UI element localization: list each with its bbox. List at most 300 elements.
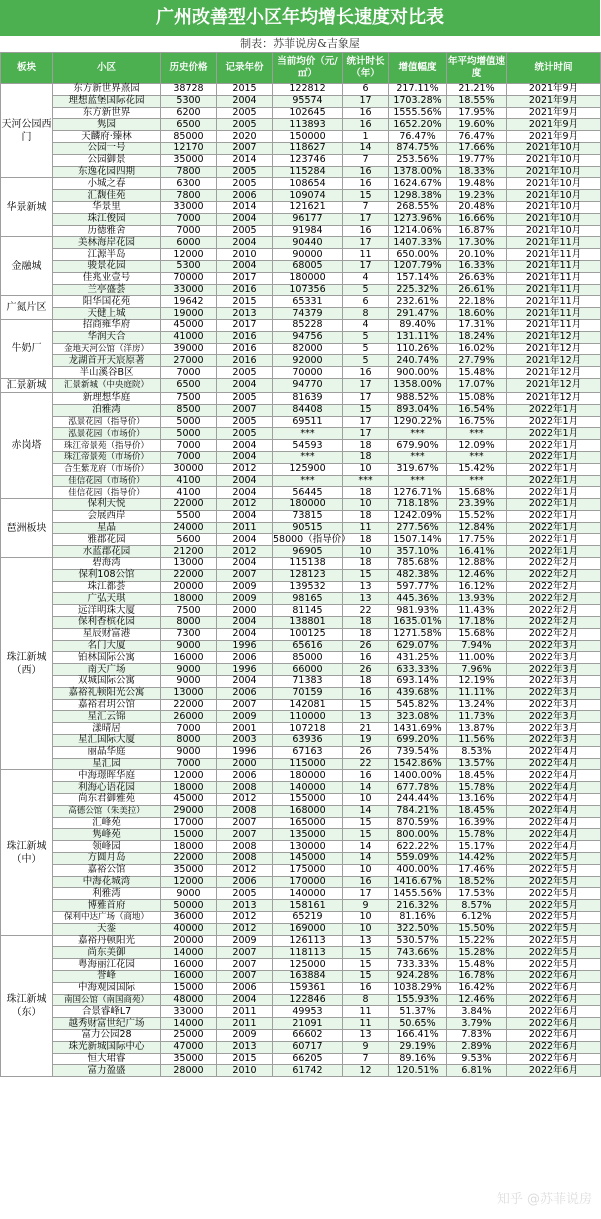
community-name-cell: 中海花城湾 [53, 876, 161, 888]
annual-growth-cell: 17.46% [447, 864, 507, 876]
record-year-cell: 2005 [217, 367, 273, 379]
current-price-cell: 158161 [273, 900, 343, 912]
history-price-cell: 9000 [161, 676, 217, 688]
record-year-cell: 2000 [217, 605, 273, 617]
stat-time-cell: 2021年10月 [507, 142, 601, 154]
table-row [1, 522, 601, 534]
history-price-cell: 5600 [161, 534, 217, 546]
record-year-cell: 2012 [217, 463, 273, 475]
stat-time-cell: 2022年1月 [507, 510, 601, 522]
community-name-cell: 会展西岸 [53, 510, 161, 522]
duration-cell: 5 [343, 284, 389, 296]
history-price-cell: 47000 [161, 1041, 217, 1053]
community-name-cell: 利海心语花园 [53, 782, 161, 794]
history-price-cell: 50000 [161, 900, 217, 912]
history-price-cell: 7000 [161, 440, 217, 452]
stat-time-cell: 2022年5月 [507, 853, 601, 865]
table-row [1, 119, 601, 131]
increase-rate-cell: 482.38% [389, 569, 447, 581]
current-price-cell: *** [273, 428, 343, 440]
annual-growth-cell: 15.68% [447, 628, 507, 640]
community-name-cell: 保利中达广场（商地） [53, 911, 161, 923]
increase-rate-cell: 1400.00% [389, 770, 447, 782]
history-price-cell: 4100 [161, 475, 217, 487]
stat-time-cell: 2022年6月 [507, 1053, 601, 1065]
community-name-cell: 恒大珺睿 [53, 1053, 161, 1065]
annual-growth-cell: 8.53% [447, 746, 507, 758]
record-year-cell: 2010 [217, 249, 273, 261]
record-year-cell: 2005 [217, 119, 273, 131]
increase-rate-cell: 120.51% [389, 1065, 447, 1077]
table-row [1, 272, 601, 284]
annual-growth-cell: 15.68% [447, 487, 507, 499]
community-name-cell: 兰亭盛荟 [53, 284, 161, 296]
annual-growth-cell: 16.39% [447, 817, 507, 829]
history-price-cell: 48000 [161, 994, 217, 1006]
community-name-cell: 佳信花园（市场价） [53, 475, 161, 487]
history-price-cell: 18000 [161, 593, 217, 605]
annual-growth-cell: 14.42% [447, 853, 507, 865]
duration-cell: 15 [343, 569, 389, 581]
duration-cell: 1 [343, 131, 389, 143]
stat-time-cell: 2022年2月 [507, 581, 601, 593]
annual-growth-cell: 11.11% [447, 687, 507, 699]
history-price-cell: 24000 [161, 522, 217, 534]
increase-rate-cell: 893.04% [389, 404, 447, 416]
increase-rate-cell: 1298.38% [389, 190, 447, 202]
stat-time-cell: 2022年3月 [507, 687, 601, 699]
current-price-cell: 145000 [273, 853, 343, 865]
current-price-cell: 70000 [273, 367, 343, 379]
increase-rate-cell: 988.52% [389, 392, 447, 404]
duration-cell: 14 [343, 142, 389, 154]
current-price-cell: 115284 [273, 166, 343, 178]
table-row [1, 970, 601, 982]
block-cell: 珠江新城（中） [1, 770, 53, 935]
table-row [1, 201, 601, 213]
record-year-cell: 2009 [217, 593, 273, 605]
community-name-cell: 美林海岸花园 [53, 237, 161, 249]
increase-rate-cell: 277.56% [389, 522, 447, 534]
table-row [1, 343, 601, 355]
annual-growth-cell: 16.75% [447, 416, 507, 428]
annual-growth-cell: *** [447, 428, 507, 440]
community-name-cell: 合景睿峰L7 [53, 1006, 161, 1018]
increase-rate-cell: 597.77% [389, 581, 447, 593]
table-row [1, 487, 601, 499]
history-price-cell: 8000 [161, 617, 217, 629]
table-row [1, 367, 601, 379]
community-name-cell: 新理想华庭 [53, 392, 161, 404]
history-price-cell: 33000 [161, 1006, 217, 1018]
duration-cell: 4 [343, 319, 389, 331]
stat-time-cell: 2021年10月 [507, 201, 601, 213]
current-price-cell: 108654 [273, 178, 343, 190]
increase-rate-cell: 1624.67% [389, 178, 447, 190]
block-cell: 金融城 [1, 237, 53, 296]
table-row [1, 770, 601, 782]
community-name-cell: 天健上城 [53, 308, 161, 320]
history-price-cell: 19000 [161, 308, 217, 320]
record-year-cell: 2009 [217, 711, 273, 723]
record-year-cell: 2004 [217, 440, 273, 452]
annual-growth-cell: 12.19% [447, 676, 507, 688]
record-year-cell: 2005 [217, 888, 273, 900]
stat-time-cell: 2022年4月 [507, 841, 601, 853]
history-price-cell: 17000 [161, 817, 217, 829]
history-price-cell: 9000 [161, 746, 217, 758]
community-name-cell: 骏景花园 [53, 260, 161, 272]
annual-growth-cell: 27.79% [447, 355, 507, 367]
column-header: 统计时间 [507, 53, 601, 84]
current-price-cell: 66000 [273, 664, 343, 676]
community-name-cell: 雅郡花园 [53, 534, 161, 546]
annual-growth-cell: 17.75% [447, 534, 507, 546]
community-name-cell: 汇峰苑 [53, 817, 161, 829]
community-name-cell: 江源半岛 [53, 249, 161, 261]
annual-growth-cell: 16.78% [447, 970, 507, 982]
community-name-cell: 嘉裕君玥公馆 [53, 699, 161, 711]
record-year-cell: 2004 [217, 617, 273, 629]
record-year-cell: 2004 [217, 534, 273, 546]
history-price-cell: 45000 [161, 794, 217, 806]
increase-rate-cell: 155.93% [389, 994, 447, 1006]
record-year-cell: 2015 [217, 84, 273, 96]
table-row [1, 1006, 601, 1018]
duration-cell: 18 [343, 451, 389, 463]
stat-time-cell: 2022年4月 [507, 770, 601, 782]
current-price-cell: 73815 [273, 510, 343, 522]
block-cell: 牛奶厂 [1, 319, 53, 378]
duration-cell: 16 [343, 367, 389, 379]
duration-cell: 17 [343, 95, 389, 107]
stat-time-cell: 2021年10月 [507, 154, 601, 166]
community-name-cell: 金地天河公馆（洋房） [53, 343, 161, 355]
annual-growth-cell: 16.66% [447, 213, 507, 225]
table-row [1, 593, 601, 605]
history-price-cell: 35000 [161, 154, 217, 166]
stat-time-cell: 2021年11月 [507, 237, 601, 249]
duration-cell: 15 [343, 190, 389, 202]
current-price-cell: 74379 [273, 308, 343, 320]
annual-growth-cell: 13.87% [447, 723, 507, 735]
stat-time-cell: 2022年3月 [507, 640, 601, 652]
duration-cell: 16 [343, 652, 389, 664]
history-price-cell: 41000 [161, 331, 217, 343]
history-price-cell: 16000 [161, 959, 217, 971]
duration-cell: 8 [343, 308, 389, 320]
annual-growth-cell: 15.50% [447, 923, 507, 935]
sheet-title: 广州改善型小区年均增长速度对比表 [0, 0, 600, 36]
duration-cell: 8 [343, 994, 389, 1006]
stat-time-cell: 2022年2月 [507, 593, 601, 605]
current-price-cell: 138801 [273, 617, 343, 629]
duration-cell: 7 [343, 201, 389, 213]
annual-growth-cell: 15.78% [447, 782, 507, 794]
annual-growth-cell: 15.42% [447, 463, 507, 475]
stat-time-cell: 2021年11月 [507, 308, 601, 320]
record-year-cell: 2008 [217, 841, 273, 853]
community-name-cell: 双城国际公寓 [53, 676, 161, 688]
increase-rate-cell: 89.16% [389, 1053, 447, 1065]
current-price-cell: 65331 [273, 296, 343, 308]
duration-cell: 17 [343, 416, 389, 428]
community-name-cell: 富力公园28 [53, 1029, 161, 1041]
duration-cell: 18 [343, 440, 389, 452]
block-cell: 赤岗塔 [1, 392, 53, 498]
record-year-cell: 2006 [217, 687, 273, 699]
annual-growth-cell: 17.31% [447, 319, 507, 331]
stat-time-cell: 2021年10月 [507, 225, 601, 237]
current-price-cell: 95574 [273, 95, 343, 107]
history-price-cell: 5500 [161, 510, 217, 522]
table-row [1, 994, 601, 1006]
duration-cell: 18 [343, 676, 389, 688]
duration-cell: 7 [343, 154, 389, 166]
current-price-cell: 94756 [273, 331, 343, 343]
increase-rate-cell: 89.40% [389, 319, 447, 331]
community-name-cell: 高德公馆（朱美拉） [53, 805, 161, 817]
community-name-cell: 佳兆业壹号 [53, 272, 161, 284]
current-price-cell: 65616 [273, 640, 343, 652]
table-row [1, 546, 601, 558]
current-price-cell: 58000（指导价） [273, 533, 351, 545]
stat-time-cell: 2022年1月 [507, 404, 601, 416]
table-row [1, 1029, 601, 1041]
record-year-cell: 2010 [217, 1065, 273, 1077]
community-name-cell: 星汇云锦 [53, 711, 161, 723]
history-price-cell: 12000 [161, 770, 217, 782]
table-header [1, 53, 601, 84]
annual-growth-cell: 15.28% [447, 947, 507, 959]
record-year-cell: 2008 [217, 805, 273, 817]
increase-rate-cell: 51.37% [389, 1006, 447, 1018]
history-price-cell: 70000 [161, 272, 217, 284]
increase-rate-cell: 217.11% [389, 84, 447, 96]
record-year-cell: 2020 [217, 131, 273, 143]
record-year-cell: 2007 [217, 970, 273, 982]
community-name-cell: 华景里 [53, 201, 161, 213]
duration-cell: 15 [343, 829, 389, 841]
annual-growth-cell: 15.48% [447, 959, 507, 971]
stat-time-cell: 2022年5月 [507, 911, 601, 923]
block-cell: 汇景新城 [1, 378, 53, 392]
record-year-cell: 2013 [217, 308, 273, 320]
history-price-cell: 6500 [161, 119, 217, 131]
increase-rate-cell: 322.50% [389, 923, 447, 935]
community-name-cell: 水蓝郡花园 [53, 546, 161, 558]
table-row [1, 569, 601, 581]
community-name-cell: 保利108公馆 [53, 569, 161, 581]
community-name-cell: 保利香槟花园 [53, 617, 161, 629]
increase-rate-cell: 733.33% [389, 959, 447, 971]
community-name-cell: 名门大厦 [53, 640, 161, 652]
record-year-cell: 2007 [217, 959, 273, 971]
current-price-cell: 125900 [273, 463, 343, 475]
stat-time-cell: 2022年5月 [507, 959, 601, 971]
community-name-cell: 龙湖首开天宸原著 [53, 355, 161, 367]
history-price-cell: 7800 [161, 166, 217, 178]
table-row [1, 947, 601, 959]
current-price-cell: 159361 [273, 982, 343, 994]
stat-time-cell: 2022年3月 [507, 652, 601, 664]
table-row [1, 829, 601, 841]
community-name-cell: 珠江都荟 [53, 581, 161, 593]
annual-growth-cell: 12.46% [447, 569, 507, 581]
current-price-cell: 67163 [273, 746, 343, 758]
increase-rate-cell: 357.10% [389, 546, 447, 558]
increase-rate-cell: 924.28% [389, 970, 447, 982]
increase-rate-cell: 253.56% [389, 154, 447, 166]
annual-growth-cell: 6.12% [447, 911, 507, 923]
duration-cell: 17 [343, 260, 389, 272]
stat-time-cell: 2022年6月 [507, 1006, 601, 1018]
history-price-cell: 7000 [161, 451, 217, 463]
table-row [1, 699, 601, 711]
stat-time-cell: 2022年5月 [507, 888, 601, 900]
community-name-cell: 越秀财富世纪广场 [53, 1018, 161, 1030]
record-year-cell: 2005 [217, 225, 273, 237]
increase-rate-cell: 1038.29% [389, 982, 447, 994]
duration-cell: *** [343, 475, 389, 487]
stat-time-cell: 2022年6月 [507, 1029, 601, 1041]
table-row [1, 652, 601, 664]
duration-cell: 16 [343, 178, 389, 190]
table-row [1, 687, 601, 699]
duration-cell: 18 [343, 617, 389, 629]
stat-time-cell: 2022年3月 [507, 699, 601, 711]
community-name-cell: 汇景新城（中央庭院） [53, 378, 161, 392]
stat-time-cell: 2022年5月 [507, 923, 601, 935]
current-price-cell: 66602 [273, 1029, 343, 1041]
duration-cell: 6 [343, 84, 389, 96]
record-year-cell: 2013 [217, 1041, 273, 1053]
increase-rate-cell: 622.22% [389, 841, 447, 853]
record-year-cell: 2008 [217, 853, 273, 865]
increase-rate-cell: 1507.14% [389, 534, 447, 546]
current-price-cell: 96177 [273, 213, 343, 225]
duration-cell: 17 [343, 213, 389, 225]
increase-rate-cell: 439.68% [389, 687, 447, 699]
table-row [1, 617, 601, 629]
record-year-cell: 2009 [217, 1029, 273, 1041]
table-row [1, 319, 601, 331]
record-year-cell: 2012 [217, 546, 273, 558]
duration-cell: 15 [343, 404, 389, 416]
stat-time-cell: 2022年1月 [507, 487, 601, 499]
history-price-cell: 20000 [161, 935, 217, 947]
community-name-cell: 嘉裕公馆 [53, 864, 161, 876]
table-row [1, 841, 601, 853]
annual-growth-cell: 18.52% [447, 876, 507, 888]
history-price-cell: 85000 [161, 131, 217, 143]
current-price-cell: 169000 [273, 923, 343, 935]
increase-rate-cell: 431.25% [389, 652, 447, 664]
duration-cell: 10 [343, 463, 389, 475]
duration-cell: 26 [343, 746, 389, 758]
current-price-cell: 113893 [273, 119, 343, 131]
community-name-cell: 南国公馆（南国商苑） [53, 994, 161, 1006]
record-year-cell: 2005 [217, 107, 273, 119]
increase-rate-cell: 699.20% [389, 735, 447, 747]
annual-growth-cell: 76.47% [447, 131, 507, 143]
duration-cell: 13 [343, 1029, 389, 1041]
history-price-cell: 9000 [161, 888, 217, 900]
record-year-cell: 2007 [217, 142, 273, 154]
stat-time-cell: 2022年3月 [507, 735, 601, 747]
current-price-cell: 70159 [273, 687, 343, 699]
record-year-cell: 2004 [217, 676, 273, 688]
table-row [1, 416, 601, 428]
increase-rate-cell: 445.36% [389, 593, 447, 605]
stat-time-cell: 2022年4月 [507, 758, 601, 770]
community-name-cell: 半山溪谷B区 [53, 367, 161, 379]
duration-cell: 10 [343, 546, 389, 558]
history-price-cell: 6200 [161, 107, 217, 119]
history-price-cell: 21200 [161, 546, 217, 558]
duration-cell: 14 [343, 782, 389, 794]
increase-rate-cell: 1555.56% [389, 107, 447, 119]
duration-cell: 26 [343, 640, 389, 652]
duration-cell: 15 [343, 959, 389, 971]
community-name-cell: 远洋明珠大厦 [53, 605, 161, 617]
record-year-cell: 2017 [217, 319, 273, 331]
increase-rate-cell: 166.41% [389, 1029, 447, 1041]
stat-time-cell: 2021年12月 [507, 378, 601, 392]
increase-rate-cell: 76.47% [389, 131, 447, 143]
history-price-cell: 45000 [161, 319, 217, 331]
current-price-cell: 150000 [273, 131, 343, 143]
community-name-cell: 历德雅舍 [53, 225, 161, 237]
current-price-cell: 125000 [273, 959, 343, 971]
annual-growth-cell: 13.57% [447, 758, 507, 770]
record-year-cell: 2005 [217, 392, 273, 404]
increase-rate-cell: 157.14% [389, 272, 447, 284]
table-row [1, 923, 601, 935]
record-year-cell: 2011 [217, 1006, 273, 1018]
duration-cell: 16 [343, 770, 389, 782]
current-price-cell: 94770 [273, 378, 343, 392]
table-row [1, 296, 601, 308]
duration-cell: 13 [343, 581, 389, 593]
duration-cell: 12 [343, 1065, 389, 1077]
table-row [1, 746, 601, 758]
annual-growth-cell: 13.16% [447, 794, 507, 806]
annual-growth-cell: 18.33% [447, 166, 507, 178]
current-price-cell: 165000 [273, 817, 343, 829]
duration-cell: 9 [343, 1041, 389, 1053]
stat-time-cell: 2022年5月 [507, 935, 601, 947]
community-name-cell: 粤海丽江花园 [53, 959, 161, 971]
stat-time-cell: 2022年5月 [507, 947, 601, 959]
community-name-cell: 汇馥佳苑 [53, 190, 161, 202]
annual-growth-cell: 17.30% [447, 237, 507, 249]
history-price-cell: 7000 [161, 225, 217, 237]
table-row [1, 166, 601, 178]
annual-growth-cell: 15.48% [447, 367, 507, 379]
history-price-cell: 7000 [161, 723, 217, 735]
column-header: 记录年份 [217, 53, 273, 84]
table-row [1, 355, 601, 367]
current-price-cell: 110000 [273, 711, 343, 723]
annual-growth-cell: 12.09% [447, 440, 507, 452]
duration-cell: 18 [343, 534, 389, 546]
current-price-cell: 82000 [273, 343, 343, 355]
duration-cell: 17 [343, 392, 389, 404]
stat-time-cell: 2021年9月 [507, 107, 601, 119]
table-row [1, 84, 601, 96]
record-year-cell: 2009 [217, 581, 273, 593]
